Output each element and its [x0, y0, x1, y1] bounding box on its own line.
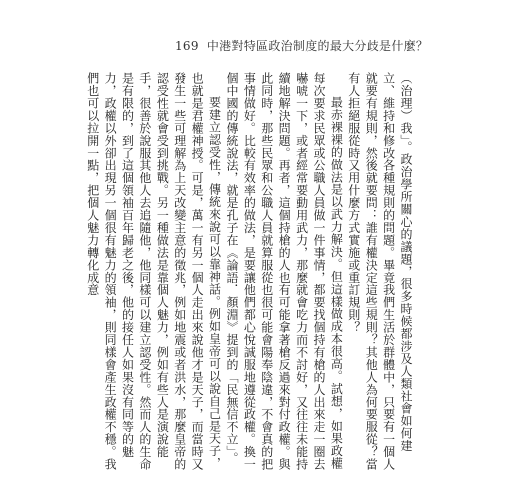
paragraph: （治理）我」。政治學所關心的議題，很多時候都涉及人類社會如何建立、維持和修改各種規則的問題。畢竟我們生活於群體中，只要有一個人就要有規則，然後就要問：誰有權決定這些規則？其他人為何要服從？當有人拒絕服從時又用什麼方式實施或重訂規則？	[346, 72, 413, 471]
running-title: 中港對特區政治制度的最大分歧是什麼？	[206, 39, 429, 53]
paragraph: 最赤裸裸的做法是以武力解決。但這樣做成本很高。試想，如果政權每次要求民眾或公職人員做一件事情，都要找個持有槍的人出來走一圈去嚇唬一下，或者經常要動用武力，那麼就會吃力而不討好，又往往未能持續地解決問題。再者，這個持槍的人也有可能拿著槍反過來對付政權。與此同時，那些民眾和公職人員就算服從也很可能會陽奉陰違，不會真的把事情做好。比較有效率的做法，是要讓他們都心悅誠服地遵從政權。換一個中國的傳統說法，就是孔子在《論語．顏淵》提到的「民無信不立」。	[224, 72, 344, 471]
paragraph: 要建立認受性，傳統來說可以靠神話。例如皇帝可以說自己是天子，也就是君權神授。可是，萬一有另一個人走出來說他才是天子，而當時又發生一些可理解為上天改變主意的徵兆，例如地震或者洪水，那麼皇帝的認受性就會受到挑戰。另一種做法是靠個人魅力，例如有些人是演說能手，很善於說服其他人去追隨他，他同樣可以建立認受性。然而人的生命是有限的，到了這個領袖百年歸老之後，他的接任人如果沒有同等的魅力，政權以外卻出現另一個很有魅力的領袖，則同樣會產生政權不穩。我們也可以拉開一點，把個人魅力轉化成意	[85, 72, 222, 471]
page-number: 169	[175, 39, 199, 53]
body-text	[85, 72, 414, 472]
page-header	[175, 37, 428, 54]
